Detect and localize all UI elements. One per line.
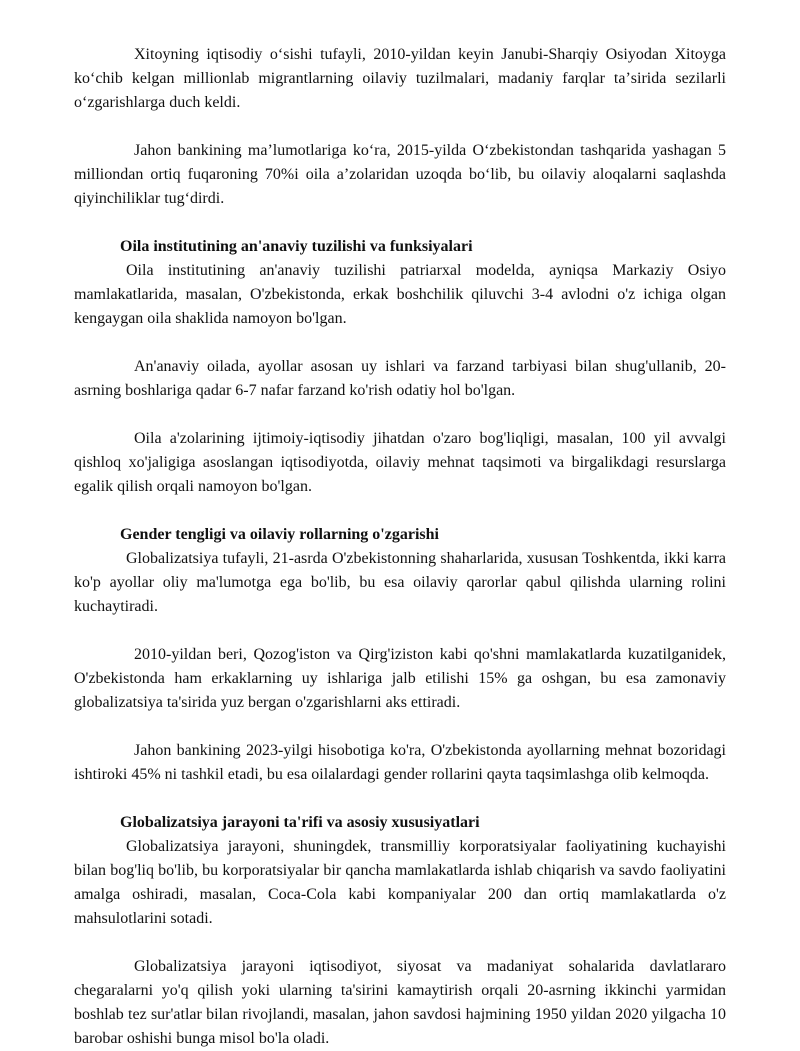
section-1-paragraph-1: Oila institutining an'anaviy tuzilishi patriarxal modelda, ayniqsa Markaziy Osiyo mamlakatlarida, masalan, O'zbekistonda, erkak boshchilik qiluvchi 3-4 avlodni o'z ichiga olgan kengaygan oila shaklida namoyon bo'lgan.	[74, 262, 726, 327]
section-3-paragraph-2: Globalizatsiya jarayoni iqtisodiyot, siyosat va madaniyat sohalarida davlatlararo chegaralarni yo'q qilish yoki ularning ta'sirini kamaytirish orqali 20-asrning ikkinchi yarmidan boshlab tez sur'atlar bilan rivojlandi, masalan, jahon savdosi hajmining 1950 yildan 2020 yilgacha 10 barobar oshishi bunga misol bo'la oladi.	[74, 958, 726, 1047]
intro-paragraph-1: Xitoyning iqtisodiy oʻsishi tufayli, 2010-yildan keyin Janubi-Sharqiy Osiyodan Xitoyga koʻchib kelgan millionlab migrantlarning oilaviy tuzilmalari, madaniy farqlar taʼsirida sezilarli oʻzgarishlarga duch keldi.	[74, 46, 726, 111]
section-2-heading: Gender tengligi va oilaviy rollarning o'zgarishi	[120, 526, 439, 543]
section-1-paragraph-2: An'anaviy oilada, ayollar asosan uy ishlari va farzand tarbiyasi bilan shug'ullanib, 20-asrning boshlariga qadar 6-7 nafar farzand ko'rish odatiy hol bo'lgan.	[74, 358, 726, 399]
section-1-paragraph-3: Oila a'zolarining ijtimoiy-iqtisodiy jihatdan o'zaro bog'liqligi, masalan, 100 yil avvalgi qishloq xo'jaligiga asoslangan iqtisodiyotda, oilaviy mehnat taqsimoti va birgalikdagi resurslarga egalik qilish orqali namoyon bo'lgan.	[74, 430, 726, 495]
section-3-heading: Globalizatsiya jarayoni ta'rifi va asosiy xususiyatlari	[120, 814, 480, 831]
document-page	[74, 43, 726, 1051]
section-1-heading: Oila institutining an'anaviy tuzilishi va funksiyalari	[120, 238, 473, 255]
intro-paragraph-2: Jahon bankining maʼlumotlariga koʻra, 2015-yilda Oʻzbekistondan tashqarida yashagan 5 milliondan ortiq fuqaroning 70%i oila aʼzolaridan uzoqda boʻlib, bu oilaviy aloqalarni saqlashda qiyinchiliklar tugʻdirdi.	[74, 142, 726, 207]
section-3-paragraph-1: Globalizatsiya jarayoni, shuningdek, transmilliy korporatsiyalar faoliyatining kuchayishi bilan bog'liq bo'lib, bu korporatsiyalar bir qancha mamlakatlarda ishlab chiqarish va savdo faoliyatini amalga oshiradi, masalan, Coca-Cola kabi kompaniyalar 200 dan ortiq mamlakatlarda o'z mahsulotlarini sotadi.	[74, 838, 726, 927]
section-2-paragraph-1: Globalizatsiya tufayli, 21-asrda O'zbekistonning shaharlarida, xususan Toshkentda, ikki karra ko'p ayollar oliy ma'lumotga ega bo'lib, bu esa oilaviy qarorlar qabul qilishda ularning rolini kuchaytiradi.	[74, 550, 726, 615]
section-2-paragraph-3: Jahon bankining 2023-yilgi hisobotiga ko'ra, O'zbekistonda ayollarning mehnat bozoridagi ishtiroki 45% ni tashkil etadi, bu esa oilalardagi gender rollarini qayta taqsimlashga olib kelmoqda.	[74, 742, 726, 783]
section-2-paragraph-2: 2010-yildan beri, Qozog'iston va Qirg'iziston kabi qo'shni mamlakatlarda kuzatilganidek, O'zbekistonda ham erkaklarning uy ishlariga jalb etilishi 15% ga oshgan, bu esa zamonaviy globalizatsiya ta'sirida yuz bergan o'zgarishlarni aks ettiradi.	[74, 646, 726, 711]
